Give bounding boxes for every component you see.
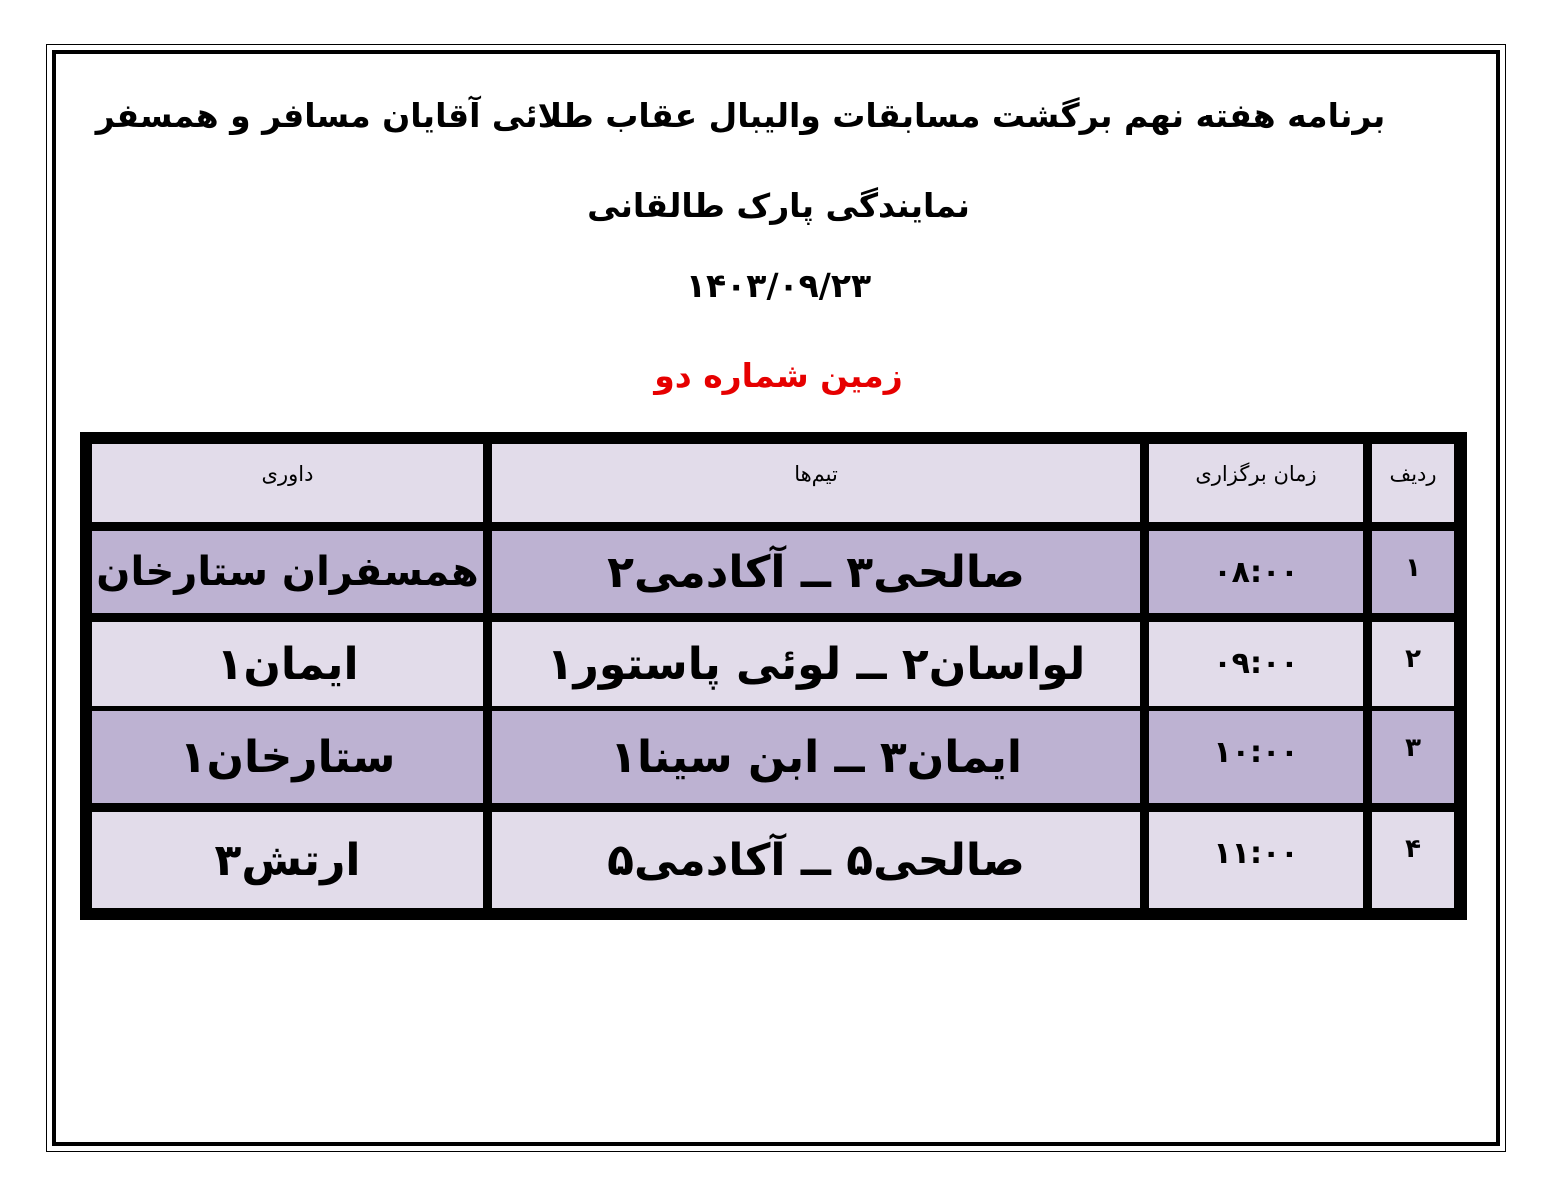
row-1-time: ۰۸:۰۰ [1149, 531, 1363, 613]
row-2-referee: ایمان۱ [92, 622, 483, 706]
row-1-referee: همسفران ستارخان [92, 531, 483, 613]
column-header-referee: داوری [92, 444, 483, 522]
court-title: زمین شماره دو [654, 356, 903, 395]
row-2-time: ۰۹:۰۰ [1149, 622, 1363, 706]
row-2-teams: لواسان۲ ــ لوئی پاستور۱ [492, 622, 1140, 706]
row-4-referee: ارتش۳ [92, 812, 483, 908]
column-header-time: زمان برگزاری [1149, 444, 1363, 522]
row-3-teams: ایمان۳ ــ ابن سینا۱ [492, 711, 1140, 803]
row-3-referee: ستارخان۱ [92, 711, 483, 803]
schedule-date: ۱۴۰۳/۰۹/۲۳ [685, 266, 872, 305]
schedule-table [80, 432, 1467, 920]
row-3-number: ۳ [1372, 711, 1454, 803]
row-1-number: ۱ [1372, 531, 1454, 613]
row-4-number: ۴ [1372, 812, 1454, 908]
column-header-row-number: ردیف [1372, 444, 1454, 522]
schedule-title: برنامه هفته نهم برگشت مسابقات والیبال عقاب طلائی آقایان مسافر و همسفر [95, 96, 1386, 135]
row-4-time: ۱۱:۰۰ [1149, 812, 1363, 908]
row-2-number: ۲ [1372, 622, 1454, 706]
column-header-teams: تیم‌ها [492, 444, 1140, 522]
schedule-subtitle: نمایندگی پارک طالقانی [587, 186, 970, 225]
row-1-teams: صالحی۳ ــ آکادمی۲ [492, 531, 1140, 613]
row-3-time: ۱۰:۰۰ [1149, 711, 1363, 803]
row-4-teams: صالحی۵ ــ آکادمی۵ [492, 812, 1140, 908]
